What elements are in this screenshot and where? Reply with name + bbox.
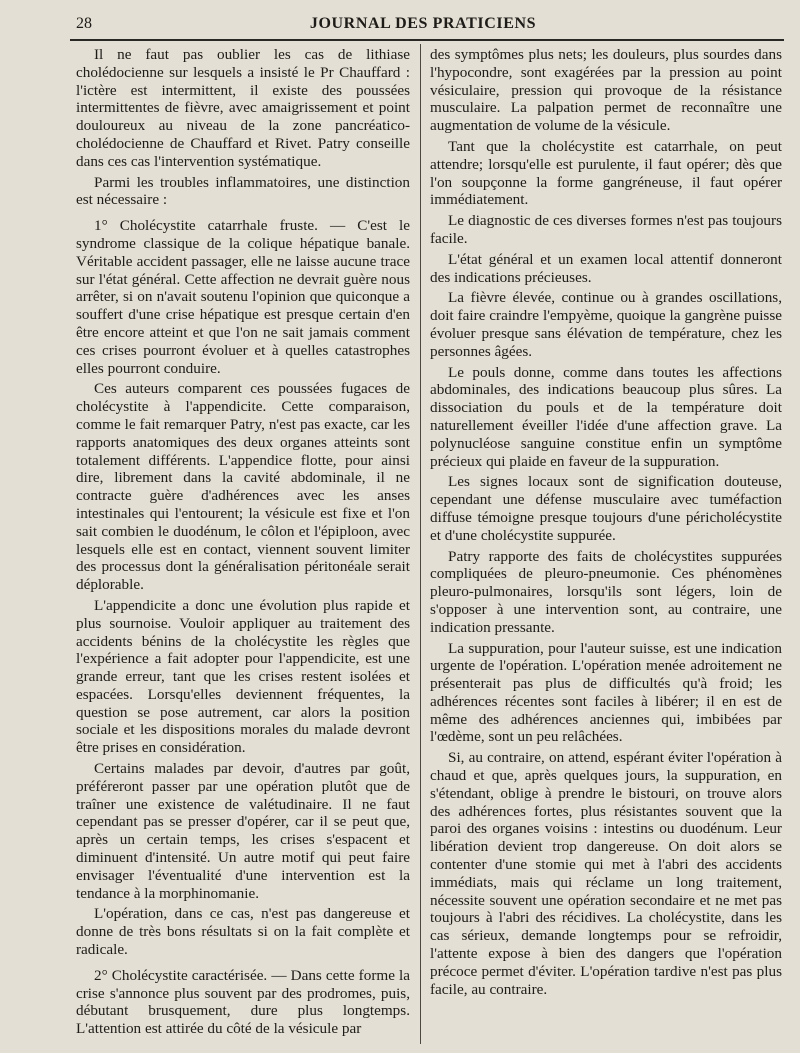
- page-number: 28: [76, 15, 92, 32]
- paragraph: Le diagnostic de ces diverses formes n'est pas toujours facile.: [430, 212, 782, 247]
- paragraph: Certains malades par devoir, d'autres par goût, préféreront passer par une opération plutôt que de traîner une existence de valétudinaire. Il ne faut cependant pas se presser d'opérer, car il se peut que, après un certain temps, les crises s'espacent et diminuent d'intensité. Un autre motif qui peut faire envisager l'éventualité d'une intervention est la tendance à la morphinomanie.: [76, 760, 410, 902]
- paragraph: La fièvre élevée, continue ou à grandes oscillations, doit faire craindre l'empyème, quoique la gangrène puisse évoluer presque sans élévation de température, chez les personnes âgées.: [430, 289, 782, 360]
- paragraph: Il ne faut pas oublier les cas de lithiase cholédocienne sur lesquels a insisté le Pr Chauffard : l'ictère est intermittent, il existe des poussées intermittentes de fièvre, avec amaigrissement et point douloureux au niveau de la zone pancréatico-cholédocienne de Chauffard et Rivet. Patry conseille dans ces cas l'intervention systématique.: [76, 46, 410, 170]
- paragraph: Patry rapporte des faits de cholécystites suppurées compliquées de pleuro-pneumonie. Ces phénomènes pleuro-pulmonaires, lorsqu'ils sont légers, loin de s'opposer à une intervention sont, au contraire, une indication pressante.: [430, 547, 782, 636]
- page-header: [62, 12, 784, 36]
- paragraph: des symptômes plus nets; les douleurs, plus sourdes dans l'hypocondre, sont exagérées par la pression au point vésiculaire, pression qui provoque de la résistance musculaire. La palpation permet de reconnaître une augmentation de volume de la vésicule.: [430, 46, 782, 135]
- paragraph: 1° Cholécystite catarrhale fruste. — C'est le syndrome classique de la colique hépatique banale. Véritable accident passager, elle ne laisse aucune trace sur l'état général. Cette affection ne devrait guère nous arrêter, si on n'avait soutenu l'opinion que quiconque a souffert d'une crise hépatique est presque certain d'en être encore atteint et que l'on ne sait jamais comment ces crises pourront évoluer et à quelles catastrophes elles pourront conduire.: [76, 217, 410, 377]
- paragraph: L'opération, dans ce cas, n'est pas dangereuse et donne de très bons résultats si on la fait complète et radicale.: [76, 905, 410, 959]
- right-column: [430, 46, 782, 998]
- paragraph: Tant que la cholécystite est catarrhale, on peut attendre; lorsqu'elle est purulente, il faut opérer; dès que l'on soupçonne la forme gangréneuse, il faut opérer immédiatement.: [430, 137, 782, 209]
- paragraph: Les signes locaux sont de signification douteuse, cependant une défense musculaire avec tuméfaction diffuse témoigne presque toujours d'une péricholécystite et d'une cholécystite suppurée.: [430, 473, 782, 544]
- paragraph: L'état général et un examen local attentif donneront des indications précieuses.: [430, 250, 782, 286]
- column-divider: [420, 44, 421, 1044]
- left-column: [76, 46, 410, 1038]
- paragraph: La suppuration, pour l'auteur suisse, est une indication urgente de l'opération. L'opération menée adroitement ne présenterait pas plus de difficultés qu'à froid; les adhérences récentes sont faciles à libérer; il en est de même des adhérences anciennes qui, imbibées par l'œdème, sont un peu relâchées.: [430, 639, 782, 746]
- paragraph: L'appendicite a donc une évolution plus rapide et plus sournoise. Vouloir appliquer au traitement des accidents bénins de la cholécystite les règles que l'expérience a fait adopter pour l'appendicite, est une grande erreur, tant que les crises restent isolées et espacées. Lorsqu'elles deviennent fréquentes, la question se pose autrement, car alors la position sociale et les dispositions morales du malade devront être prises en considération.: [76, 596, 410, 757]
- paragraph: Ces auteurs comparent ces poussées fugaces de cholécystite à l'appendicite. Cette comparaison, comme le fait remarquer Patry, n'est pas exacte, car les rapports anatomiques des deux organes atteints sont totalement différents. L'appendice flotte, pour ainsi dire, librement dans la cavité abdominale, il ne contracte guère d'adhérences avec les anses intestinales qui l'entourent; la vésicule est fixe et l'on sait combien le duodénum, le côlon et l'épiploon, avec lesquels elle est en contact, viennent souvent limiter des processus dont la généralisation péritonéale serait déplorable.: [76, 380, 410, 594]
- paragraph: Si, au contraire, on attend, espérant éviter l'opération à chaud et que, après quelques jours, la suppuration, en s'étendant, oblige à prendre le bistouri, on trouve alors des adhérences fortes, plus résistantes souvent que la paroi des organes voisins : intestins ou duodénum. Leur libération devient trop dangereuse. On doit alors se contenter d'une stomie qui met à l'abri des accidents immédiats, mais qui réclame un long traitement, nécessite souvent une opération secondaire et ne met pas toujours à l'abri des récidives. La cholécystite, dans les cas sérieux, demande longtemps pour se refroidir, l'attente expose à bien des dangers que l'opération précoce permet d'éviter. L'opération tardive n'est pas plus facile, au contraire.: [430, 749, 782, 998]
- paragraph: Parmi les troubles inflammatoires, une distinction est nécessaire :: [76, 173, 410, 209]
- header-rule: [70, 39, 784, 41]
- paragraph: Le pouls donne, comme dans toutes les affections abdominales, des indications beaucoup plus sûres. La dissociation du pouls et de la température doit naturellement éveiller l'idée d'une affection grave. La polynucléose sanguine constitue enfin un symptôme précieux qui plaide en faveur de la suppuration.: [430, 363, 782, 470]
- paragraph: 2° Cholécystite caractérisée. — Dans cette forme la crise s'annonce plus souvent par des prodromes, puis, débutant brusquement, dure plus longtemps. L'attention est attirée du côté de la vésicule par: [76, 966, 410, 1038]
- journal-title: JOURNAL DES PRATICIENS: [309, 15, 537, 32]
